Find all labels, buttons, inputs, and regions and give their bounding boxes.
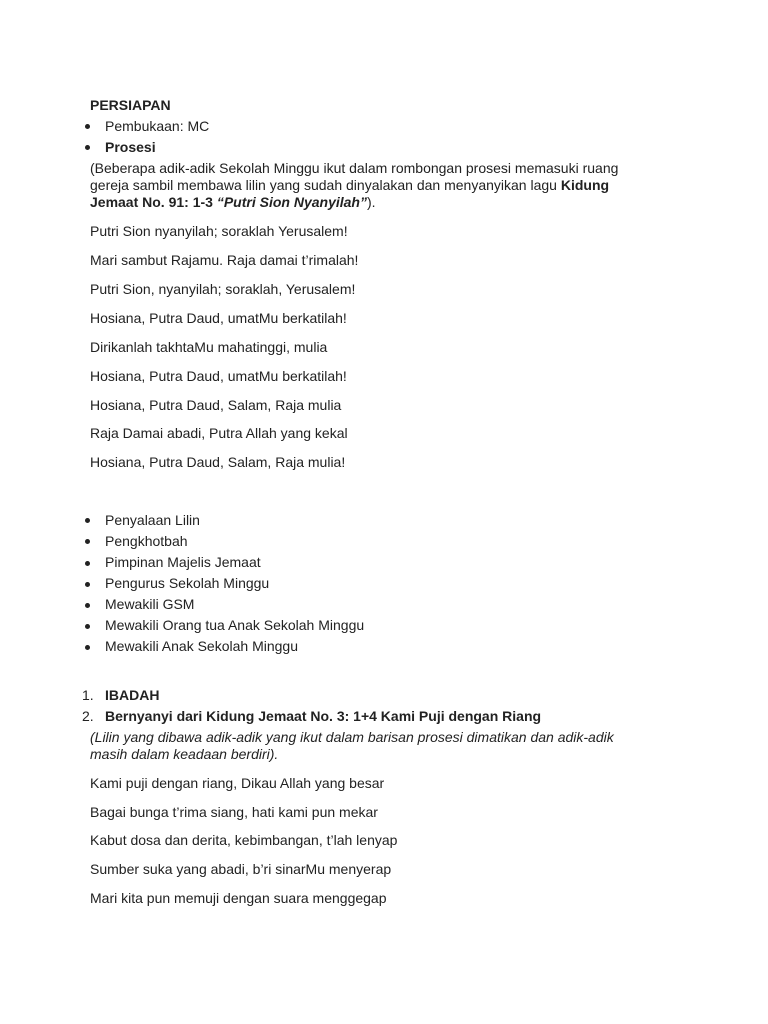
list-item: Pengurus Sekolah Minggu [105, 575, 270, 591]
note-hymn-title: “Putri Sion Nyanyilah” [216, 194, 367, 210]
lyric-line: Kami puji dengan riang, Dikau Allah yang besar [90, 775, 385, 791]
list-item: Pembukaan: MC [105, 118, 210, 134]
lyric-line: Dirikanlah takhtaMu mahatinggi, mulia [90, 339, 328, 355]
prosesi-note [90, 160, 650, 211]
list-item: Prosesi [105, 139, 156, 155]
bullet-icon [85, 539, 90, 544]
lyric-line: Hosiana, Putra Daud, umatMu berkatilah! [90, 310, 347, 326]
note-text: (Beberapa adik-adik Sekolah Minggu ikut dalam rombongan prosesi memasuki ruang gereja sambil membawa lilin yang sudah dinyalakan dan menyanyikan lagu [90, 160, 619, 193]
lyric-line: Sumber suka yang abadi, b’ri sinarMu menyerap [90, 861, 392, 877]
list-item: Mewakili GSM [105, 596, 195, 612]
list-item: Pengkhotbah [105, 533, 188, 549]
lyric-line: Mari sambut Rajamu. Raja damai t’rimalah! [90, 252, 359, 268]
lyric-line: Bagai bunga t’rima siang, hati kami pun mekar [90, 804, 378, 820]
note-end: ). [366, 194, 376, 210]
list-number: 2. [82, 708, 94, 724]
ibadah-note: (Lilin yang dibawa adik-adik yang ikut dalam barisan prosesi dimatikan dan adik-adik masih dalam keadaan berdiri). [90, 729, 614, 762]
lyric-line: Hosiana, Putra Daud, Salam, Raja mulia! [90, 454, 346, 470]
bullet-icon [85, 603, 90, 608]
section-heading: PERSIAPAN [90, 97, 171, 113]
note-hymn-ref: Kidung Jemaat No. 91: 1-3 [90, 177, 610, 210]
lyric-line: Raja Damai abadi, Putra Allah yang kekal [90, 425, 348, 441]
lyric-line: Putri Sion nyanyilah; soraklah Yerusalem! [90, 223, 348, 239]
numbered-item: IBADAH [105, 687, 160, 703]
bullet-icon [85, 645, 90, 650]
lyric-line: Mari kita pun memuji dengan suara menggegap [90, 890, 387, 906]
lyric-line: Hosiana, Putra Daud, umatMu berkatilah! [90, 368, 347, 384]
list-item: Mewakili Anak Sekolah Minggu [105, 638, 298, 654]
bullet-icon [85, 518, 90, 523]
bullet-icon [85, 145, 90, 150]
list-item: Pimpinan Majelis Jemaat [105, 554, 261, 570]
bullet-icon [85, 624, 90, 629]
lyric-line: Kabut dosa dan derita, kebimbangan, t’lah lenyap [90, 832, 398, 848]
lyric-line: Putri Sion, nyanyilah; soraklah, Yerusalem! [90, 281, 356, 297]
bullet-icon [85, 582, 90, 587]
list-item: Mewakili Orang tua Anak Sekolah Minggu [105, 617, 365, 633]
bullet-icon [85, 124, 90, 129]
numbered-item: Bernyanyi dari Kidung Jemaat No. 3: 1+4 Kami Puji dengan Riang [105, 708, 542, 724]
list-number: 1. [82, 687, 94, 703]
bullet-icon [85, 561, 90, 566]
list-item: Penyalaan Lilin [105, 512, 200, 528]
lyric-line: Hosiana, Putra Daud, Salam, Raja mulia [90, 397, 342, 413]
